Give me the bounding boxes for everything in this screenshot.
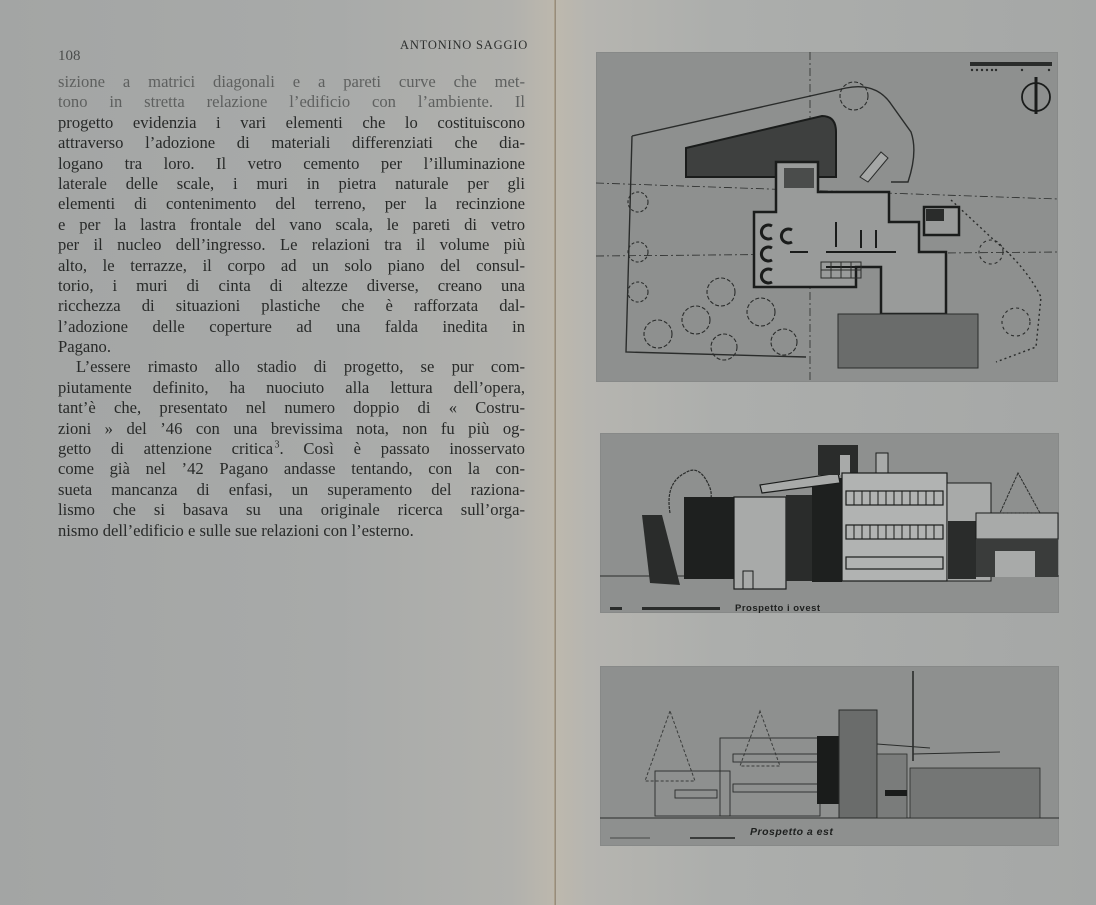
west-elevation-figure [600, 433, 1059, 613]
figure-caption: Prospetto a est [750, 826, 834, 838]
text-line: torio, i muri di cinta di altezze diverse, creano una [58, 275, 525, 295]
site-plan-drawing [596, 52, 1058, 382]
text-line: tono in stretta relazione l’edificio con l’ambiente. Il [58, 92, 525, 112]
text-line: l’adozione delle coperture ad una falda inedita in [58, 316, 525, 336]
north-arrow-icon [1022, 77, 1050, 114]
text-fragment: . Così è passato inosservato [279, 439, 525, 459]
text-line: nismo dell’edificio e sulle sue relazioni con l’esterno. [58, 520, 414, 540]
east-elevation-figure [600, 666, 1059, 846]
text-line: lismo che si basava su una originale ricerca sull’orga- [58, 500, 525, 520]
text-line-with-footnote [58, 439, 525, 459]
text-line: alto, le terrazze, il corpo ad un solo piano del consul- [58, 255, 525, 275]
scale-bar-icon [970, 62, 1052, 71]
text-line: per il nucleo dell’ingresso. Le relazioni tra il volume più [58, 235, 525, 255]
paragraph-2 [58, 357, 525, 541]
running-head: ANTONINO SAGGIO [400, 38, 529, 52]
text-line: elementi di contenimento del terreno, per la recinzione [58, 194, 525, 214]
text-line: progetto evidenzia i vari elementi che lo costituiscono [58, 112, 525, 132]
figure-caption: Prospetto i ovest [735, 603, 821, 614]
footnote-marker[interactable]: 3 [274, 439, 280, 451]
text-line: sizione a matrici diagonali e a pareti curve che met- [58, 72, 525, 91]
text-line: L’essere rimasto allo stadio di progetto, se pur com- [76, 357, 525, 377]
text-line: e per la lastra frontale del vano scala, le pareti di vetro [58, 214, 525, 234]
site-plan-figure [596, 52, 1058, 382]
paragraph-1 [58, 72, 525, 357]
page-number: 108 [58, 48, 81, 64]
west-elevation-drawing [600, 433, 1059, 613]
text-line: logano tra loro. Il vetro cemento per l’illuminazione [58, 153, 525, 173]
text-line: laterale delle scale, i muri in pietra naturale per gli [58, 173, 525, 193]
body-text [58, 72, 525, 541]
text-line: attraverso l’adozione di materiali differenziati che dia- [58, 133, 525, 153]
text-line: Pagano. [58, 337, 111, 357]
text-line: ricchezza di situazioni plastiche che è rafforzata dal- [58, 296, 525, 316]
text-line: sueta mancanza di enfasi, un superamento del raziona- [58, 479, 525, 499]
text-line: come già nel ’42 Pagano andasse tentando, con la con- [58, 459, 525, 479]
text-line: tant’è che, presentato nel numero doppio di « Costru- [58, 398, 525, 418]
east-elevation-drawing [600, 666, 1059, 846]
text-line: piutamente definito, ha nuociuto alla lettura dell’opera, [58, 377, 525, 397]
text-line: zioni » del ’46 con una brevissima nota, non fu più og- [58, 418, 525, 438]
text-fragment: getto di attenzione critica [58, 439, 274, 459]
